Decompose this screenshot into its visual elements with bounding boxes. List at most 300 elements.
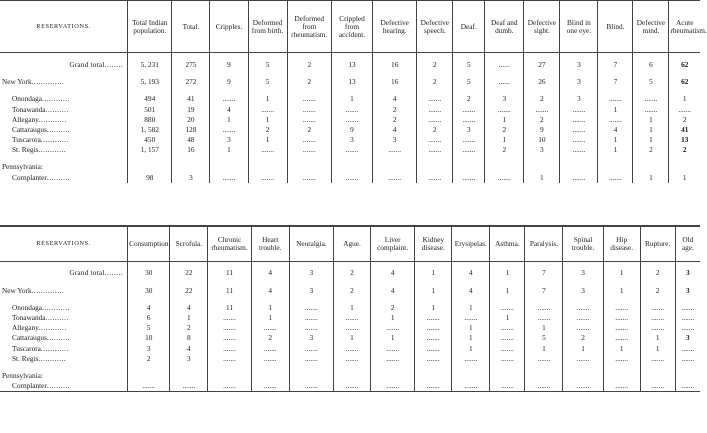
table-cell: 11	[208, 286, 251, 296]
table-cell: .......	[453, 173, 485, 183]
table-cell: .......	[289, 303, 333, 313]
table-cell: 1	[331, 94, 372, 104]
table2-header: Erysipelas.	[452, 226, 490, 261]
table-cell: 1	[333, 333, 370, 343]
table1-header: Deformed from rheumatism.	[287, 1, 331, 53]
table-cell: 4	[251, 286, 289, 296]
table1-header: Acute rheumatism.	[669, 1, 700, 53]
table-cell: .......	[675, 323, 700, 333]
row-label: Tuscarora	[12, 343, 41, 353]
table-cell: 1	[485, 135, 524, 145]
table-cell: 1	[633, 125, 669, 135]
table-cell: .......	[640, 381, 675, 392]
table-cell: 1	[598, 135, 633, 145]
table-cell: 9	[210, 60, 248, 70]
row-label: Onondaga	[12, 94, 42, 104]
table-cell: 2	[640, 286, 675, 296]
table-cell: 1	[210, 145, 248, 155]
table-cell: .......	[251, 344, 289, 354]
table2-header: Ague.	[333, 226, 370, 261]
table2-header: Rupture.	[640, 226, 675, 261]
table-cell: 1	[452, 333, 490, 343]
table1-new-york-row: New York.............. 5, 193 272 9 5 2 13 16 2 5 ...... 26 3 7 5 62	[0, 77, 700, 87]
table-cell: 1	[669, 173, 700, 183]
table-cell: 494	[128, 94, 172, 104]
table-cell: 2	[248, 125, 287, 135]
table-cell: .......	[373, 145, 417, 155]
table-cell: .......	[417, 105, 453, 115]
table-cell: 9	[210, 77, 248, 87]
row-label: Tuscarora	[12, 135, 41, 145]
row-label: New York	[2, 77, 32, 87]
table1-header: Blind in one eye.	[560, 1, 598, 53]
table-cell: 4	[371, 286, 415, 296]
table-cell: .......	[640, 313, 675, 323]
table-cell: 13	[669, 135, 700, 145]
table-cell: .......	[210, 173, 248, 183]
table-cell: .......	[524, 105, 560, 115]
table-cell: .......	[560, 145, 598, 155]
table-cell: 1	[415, 269, 452, 279]
table2-header: Kidney disease.	[415, 226, 452, 261]
table-cell: 6	[633, 60, 669, 70]
table-cell: 3	[289, 286, 333, 296]
table2-header: Scrofula.	[170, 226, 208, 261]
table-cell: 1	[603, 344, 640, 354]
table-cell: .......	[453, 145, 485, 155]
table-cell: .......	[415, 323, 452, 333]
table-cell: 19	[172, 105, 210, 115]
table-cell: 26	[524, 77, 560, 87]
row-label: Cornplanter	[12, 172, 47, 182]
table-cell: .......	[248, 105, 287, 115]
table-cell: 2	[287, 77, 331, 87]
table-cell: 16	[373, 77, 417, 87]
table-cell: .......	[563, 381, 603, 392]
table-cell: 3	[560, 94, 598, 104]
table-cell: .......	[208, 381, 251, 392]
table-cell: 2	[524, 115, 560, 125]
table1-header: Defective mind.	[633, 1, 669, 53]
table-cell: .......	[333, 354, 370, 364]
table-cell: ......	[485, 60, 524, 70]
table-cell: .......	[331, 115, 372, 125]
table-cell: .......	[603, 303, 640, 313]
table-cell: 9	[524, 125, 560, 135]
table-cell: 3	[210, 135, 248, 145]
table-cell: 1	[210, 115, 248, 125]
table-cell: 1, 582	[128, 125, 172, 135]
table2-header: Spinal trouble.	[563, 226, 603, 261]
table-cell: .......	[371, 381, 415, 392]
table-cell: 4	[128, 303, 170, 313]
table-cell: 3	[170, 354, 208, 364]
table-cell: .......	[415, 344, 452, 354]
table1-header: Defective sight.	[524, 1, 560, 53]
row-label: Cattaraugus	[12, 124, 47, 134]
table2-header: Asthma.	[490, 226, 525, 261]
table-cell: 4	[170, 344, 208, 354]
table-cell: .......	[525, 381, 563, 392]
table-cell: 1	[485, 115, 524, 125]
table-cell: 7	[525, 269, 563, 279]
table-cell: 1	[248, 94, 287, 104]
row-label: Tonawanda	[12, 104, 46, 114]
row-label: Grand total	[69, 59, 105, 69]
table-cell: 3	[453, 125, 485, 135]
table-cell: .......	[331, 145, 372, 155]
table2-header: Chronic rheumatism.	[208, 226, 251, 261]
table-cell: .......	[208, 344, 251, 354]
table-cell: 2	[524, 94, 560, 104]
table-cell: .......	[490, 323, 525, 333]
table-cell: .......	[289, 313, 333, 323]
table2-grand-total-row: Grand total........ 30 22 11 4 3 2 4 1 4 1 7 3 1 2 3	[0, 269, 700, 279]
table-cell: 3	[560, 77, 598, 87]
table-cell: 1	[524, 173, 560, 183]
table-cell: .......	[563, 323, 603, 333]
table-cell: .......	[560, 135, 598, 145]
table-cell: .......	[287, 145, 331, 155]
table-cell: .......	[373, 173, 417, 183]
table-cell: 1	[603, 269, 640, 279]
table-cell: 272	[172, 77, 210, 87]
table-cell: 1	[490, 313, 525, 323]
table2-header: Old age.	[675, 226, 700, 261]
row-label: St. Regis	[12, 353, 39, 363]
table-cell: 1	[371, 333, 415, 343]
table-cell: 20	[172, 115, 210, 125]
table2-header: Neuralgia.	[289, 226, 333, 261]
table-cell: .......	[331, 173, 372, 183]
table1-header: Deaf and dumb.	[485, 1, 524, 53]
table-row: Cornplanter.......... ....... ....... ....... ....... ....... ....... ....... ....... ....... ....... ....... ....... ....... ....... .......	[0, 381, 700, 392]
table-cell: .......	[675, 354, 700, 364]
table-cell: .......	[371, 354, 415, 364]
table-cell: 2	[251, 333, 289, 343]
table-cell: 1	[598, 105, 633, 115]
row-label: Cornplanter	[12, 381, 47, 391]
table-row: Tonawanda.......... 6 1 ....... 1 ....... ....... 1 ....... ....... 1 ....... ....... ....... ....... .......	[0, 313, 700, 323]
table-cell: 2	[373, 105, 417, 115]
table-cell: .......	[490, 381, 525, 392]
table-cell: 1	[669, 94, 700, 104]
table-cell: 2	[453, 94, 485, 104]
table-cell: .......	[415, 381, 452, 392]
row-label: St. Regis	[12, 145, 39, 155]
row-label: Onondaga	[12, 302, 42, 312]
table-cell: .......	[560, 115, 598, 125]
table-cell: 2	[633, 145, 669, 155]
table-cell: 1	[603, 286, 640, 296]
table-cell: 16	[172, 145, 210, 155]
table-cell: .......	[287, 105, 331, 115]
row-label: Grand total	[69, 268, 105, 278]
table-row: Cattaraugus.......... 10 8 ....... 2 3 1 1 ....... 1 ....... 5 2 ....... 1 3	[0, 333, 700, 343]
table-cell: .......	[128, 381, 170, 392]
table-cell: .......	[675, 303, 700, 313]
table-cell: .......	[603, 354, 640, 364]
table-cell: .......	[603, 381, 640, 392]
table-cell: .......	[287, 94, 331, 104]
row-label: New York	[2, 285, 32, 295]
table-cell: 5	[525, 333, 563, 343]
table-cell: .......	[598, 173, 633, 183]
table-cell: .......	[490, 303, 525, 313]
table-cell: 3	[560, 60, 598, 70]
table-cell: .......	[415, 313, 452, 323]
table-cell: 9	[331, 125, 372, 135]
table-cell: 8	[170, 333, 208, 343]
table-row: St. Regis............ 1, 157 16 1 ....... ....... ....... ....... ....... ....... 2 3 ....... 1 2 2	[0, 145, 700, 155]
table-row: Allegany............ 880 20 1 1 ....... ....... 2 ....... ....... 1 2 ....... ....... 1 2	[0, 115, 700, 125]
table-cell: .......	[453, 115, 485, 125]
table-cell: 1	[640, 333, 675, 343]
table-cell: 1	[525, 323, 563, 333]
table-cell: 2	[287, 60, 331, 70]
table-cell: 2	[333, 286, 370, 296]
table-cell: .......	[333, 313, 370, 323]
table-cell: 4	[251, 269, 289, 279]
table-cell: 1, 157	[128, 145, 172, 155]
table1-header: Defective hearing.	[373, 1, 417, 53]
table-cell: 1	[251, 313, 289, 323]
table-cell: 1	[490, 286, 525, 296]
table-cell: 4	[452, 286, 490, 296]
table-cell: 1	[633, 135, 669, 145]
table-cell: 1	[490, 269, 525, 279]
table-cell: 1	[640, 344, 675, 354]
table-cell: .......	[560, 125, 598, 135]
table-cell: 1	[415, 303, 452, 313]
table-cell: 4	[452, 269, 490, 279]
table-cell: 30	[128, 286, 170, 296]
table-cell: ......	[485, 77, 524, 87]
table-cell: .......	[563, 303, 603, 313]
table-row: Cornplanter.......... 98 3 ....... ....... ....... ....... ....... ....... ....... ....... 1 ....... ....... 1 1	[0, 173, 700, 183]
table-cell: .......	[525, 313, 563, 323]
table-cell: 62	[669, 77, 700, 87]
table-cell: .......	[417, 145, 453, 155]
table-cell: 1	[248, 135, 287, 145]
table1-header: Deformed from birth.	[248, 1, 287, 53]
table-cell: 1	[452, 344, 490, 354]
table-cell: .......	[669, 105, 700, 115]
table-cell: 3	[289, 333, 333, 343]
table-cell: 2	[485, 145, 524, 155]
table-cell: .......	[251, 381, 289, 392]
table-cell: 22	[170, 269, 208, 279]
table-cell: 128	[172, 125, 210, 135]
table1-state-row	[0, 163, 700, 173]
table-cell: .......	[525, 354, 563, 364]
table-cell: 13	[331, 60, 372, 70]
table-cell: 450	[128, 135, 172, 145]
table-cell: .......	[640, 323, 675, 333]
table-cell: 2	[170, 323, 208, 333]
table-cell: 2	[417, 125, 453, 135]
table-cell: .......	[208, 354, 251, 364]
table-cell: .......	[525, 303, 563, 313]
table-cell: 3	[524, 145, 560, 155]
table1-header: Total Indian population.	[128, 1, 172, 53]
table1-header: Total.	[172, 1, 210, 53]
table-cell: 11	[208, 303, 251, 313]
table2-header: Liver complaint.	[371, 226, 415, 261]
defects-table	[0, 0, 707, 183]
table-cell: .......	[333, 344, 370, 354]
table-cell: 3	[128, 344, 170, 354]
table-cell: 2	[640, 269, 675, 279]
table-cell: 30	[128, 269, 170, 279]
table2-header: Hip disease.	[603, 226, 640, 261]
table-cell: .......	[210, 94, 248, 104]
table-cell: 1	[633, 173, 669, 183]
table2-new-york-row: New York.............. 30 22 11 4 3 2 4 1 4 1 7 3 1 2 3	[0, 286, 700, 296]
table-cell: 1	[525, 344, 563, 354]
table1-header: Deaf.	[453, 1, 485, 53]
table-cell: .......	[287, 173, 331, 183]
table2-header: RESERVATIONS.	[0, 226, 128, 261]
row-label: Pennsylvania:	[2, 162, 43, 172]
table-cell: .......	[453, 105, 485, 115]
table-cell: .......	[208, 323, 251, 333]
table-cell: .......	[598, 115, 633, 125]
table-cell: .......	[452, 313, 490, 323]
table-cell: 3	[331, 135, 372, 145]
table-cell: .......	[251, 354, 289, 364]
table-row: Onondaga............ 4 4 11 1 ....... 1 2 1 1 ....... ....... ....... ....... ....... .......	[0, 303, 700, 313]
table-cell: 2	[417, 77, 453, 87]
table-cell: .......	[333, 323, 370, 333]
table-cell: 7	[598, 60, 633, 70]
table-cell: 2	[287, 125, 331, 135]
table-cell: .......	[560, 105, 598, 115]
table-cell: .......	[640, 354, 675, 364]
table-cell: 41	[172, 94, 210, 104]
table1-header: Blind.	[598, 1, 633, 53]
table-cell: 880	[128, 115, 172, 125]
table2-header-row	[0, 226, 700, 261]
table-cell: .......	[598, 94, 633, 104]
table-cell: .......	[417, 115, 453, 125]
table-cell: .......	[415, 333, 452, 343]
table-cell: .......	[287, 135, 331, 145]
table-cell: 3	[675, 269, 700, 279]
table-cell: 1	[633, 115, 669, 125]
table-cell: .......	[485, 105, 524, 115]
table-cell: 4	[373, 125, 417, 135]
table-cell: .......	[251, 323, 289, 333]
table-cell: 7	[525, 286, 563, 296]
table-cell: .......	[248, 173, 287, 183]
table-cell: .......	[415, 354, 452, 364]
table-cell: 5	[453, 77, 485, 87]
table-cell: .......	[417, 135, 453, 145]
table-cell: 3	[373, 135, 417, 145]
table-cell: 5	[248, 77, 287, 87]
table-cell: .......	[603, 323, 640, 333]
table-cell: .......	[560, 173, 598, 183]
table-row: Tuscarora............ 450 48 3 1 ....... 3 3 ....... ....... 1 10 ....... 1 1 13	[0, 135, 700, 145]
table-cell: .......	[452, 381, 490, 392]
table-cell: 4	[373, 94, 417, 104]
table-cell: 2	[371, 303, 415, 313]
table-cell: 10	[128, 333, 170, 343]
table-cell: .......	[490, 354, 525, 364]
table1-header-row	[0, 1, 700, 53]
table-cell: .......	[210, 125, 248, 135]
table1-header: Defective speech.	[417, 1, 453, 53]
row-label: Allegany	[12, 114, 39, 124]
table1-header: Crippled from accident.	[331, 1, 372, 53]
table-cell: .......	[640, 303, 675, 313]
table-cell: .......	[675, 313, 700, 323]
table-cell: .......	[452, 354, 490, 364]
table-cell: 13	[331, 77, 372, 87]
table-cell: .......	[485, 173, 524, 183]
table-cell: 2	[417, 60, 453, 70]
table-cell: 7	[598, 77, 633, 87]
table-cell: .......	[289, 381, 333, 392]
table-cell: 1	[371, 313, 415, 323]
table-cell: 5	[633, 77, 669, 87]
table-cell: 501	[128, 105, 172, 115]
table-cell: 5	[248, 60, 287, 70]
table-cell: 2	[128, 354, 170, 364]
table-cell: 4	[210, 105, 248, 115]
table-cell: .......	[371, 323, 415, 333]
table-cell: .......	[289, 323, 333, 333]
table-cell: 2	[333, 269, 370, 279]
table-cell: .......	[289, 354, 333, 364]
table-row: Tuscarora............ 3 4 ....... ....... ....... ....... ....... ....... 1 ....... 1 1 1 1 .......	[0, 344, 700, 354]
row-label: Tonawanda	[12, 313, 46, 323]
table-cell: 1	[563, 344, 603, 354]
table-cell: 3	[563, 269, 603, 279]
table-cell: 1	[170, 313, 208, 323]
table2-state-row	[0, 371, 700, 381]
table-cell: .......	[675, 381, 700, 392]
row-label: Pennsylvania:	[2, 370, 43, 380]
table-cell: 5, 231	[128, 60, 172, 70]
table-cell: .......	[287, 115, 331, 125]
table-cell: 5	[453, 60, 485, 70]
table-cell: 3	[563, 286, 603, 296]
table-row: St. Regis............ 2 3 ....... ....... ....... ....... ....... ....... ....... ....... ....... ....... ....... ....... .......	[0, 354, 700, 364]
table-cell: .......	[490, 344, 525, 354]
table-cell: 2	[669, 115, 700, 125]
table2-header: Paralysis.	[525, 226, 563, 261]
table-cell: 98	[128, 173, 172, 183]
table-cell: 1	[251, 303, 289, 313]
table-cell: 11	[208, 269, 251, 279]
table-cell: 6	[128, 313, 170, 323]
table-cell: .......	[633, 105, 669, 115]
table-cell: .......	[563, 354, 603, 364]
table2-header: Heart trouble.	[251, 226, 289, 261]
table-cell: 1	[248, 115, 287, 125]
table-cell: 4	[598, 125, 633, 135]
table-cell: .......	[603, 313, 640, 323]
table-cell: 1	[452, 303, 490, 313]
table-cell: 275	[172, 60, 210, 70]
table1-header: Cripples.	[210, 1, 248, 53]
table-cell: 2	[563, 333, 603, 343]
table-cell: 62	[669, 60, 700, 70]
row-label: Cattaraugus	[12, 333, 47, 343]
table-cell: .......	[633, 94, 669, 104]
